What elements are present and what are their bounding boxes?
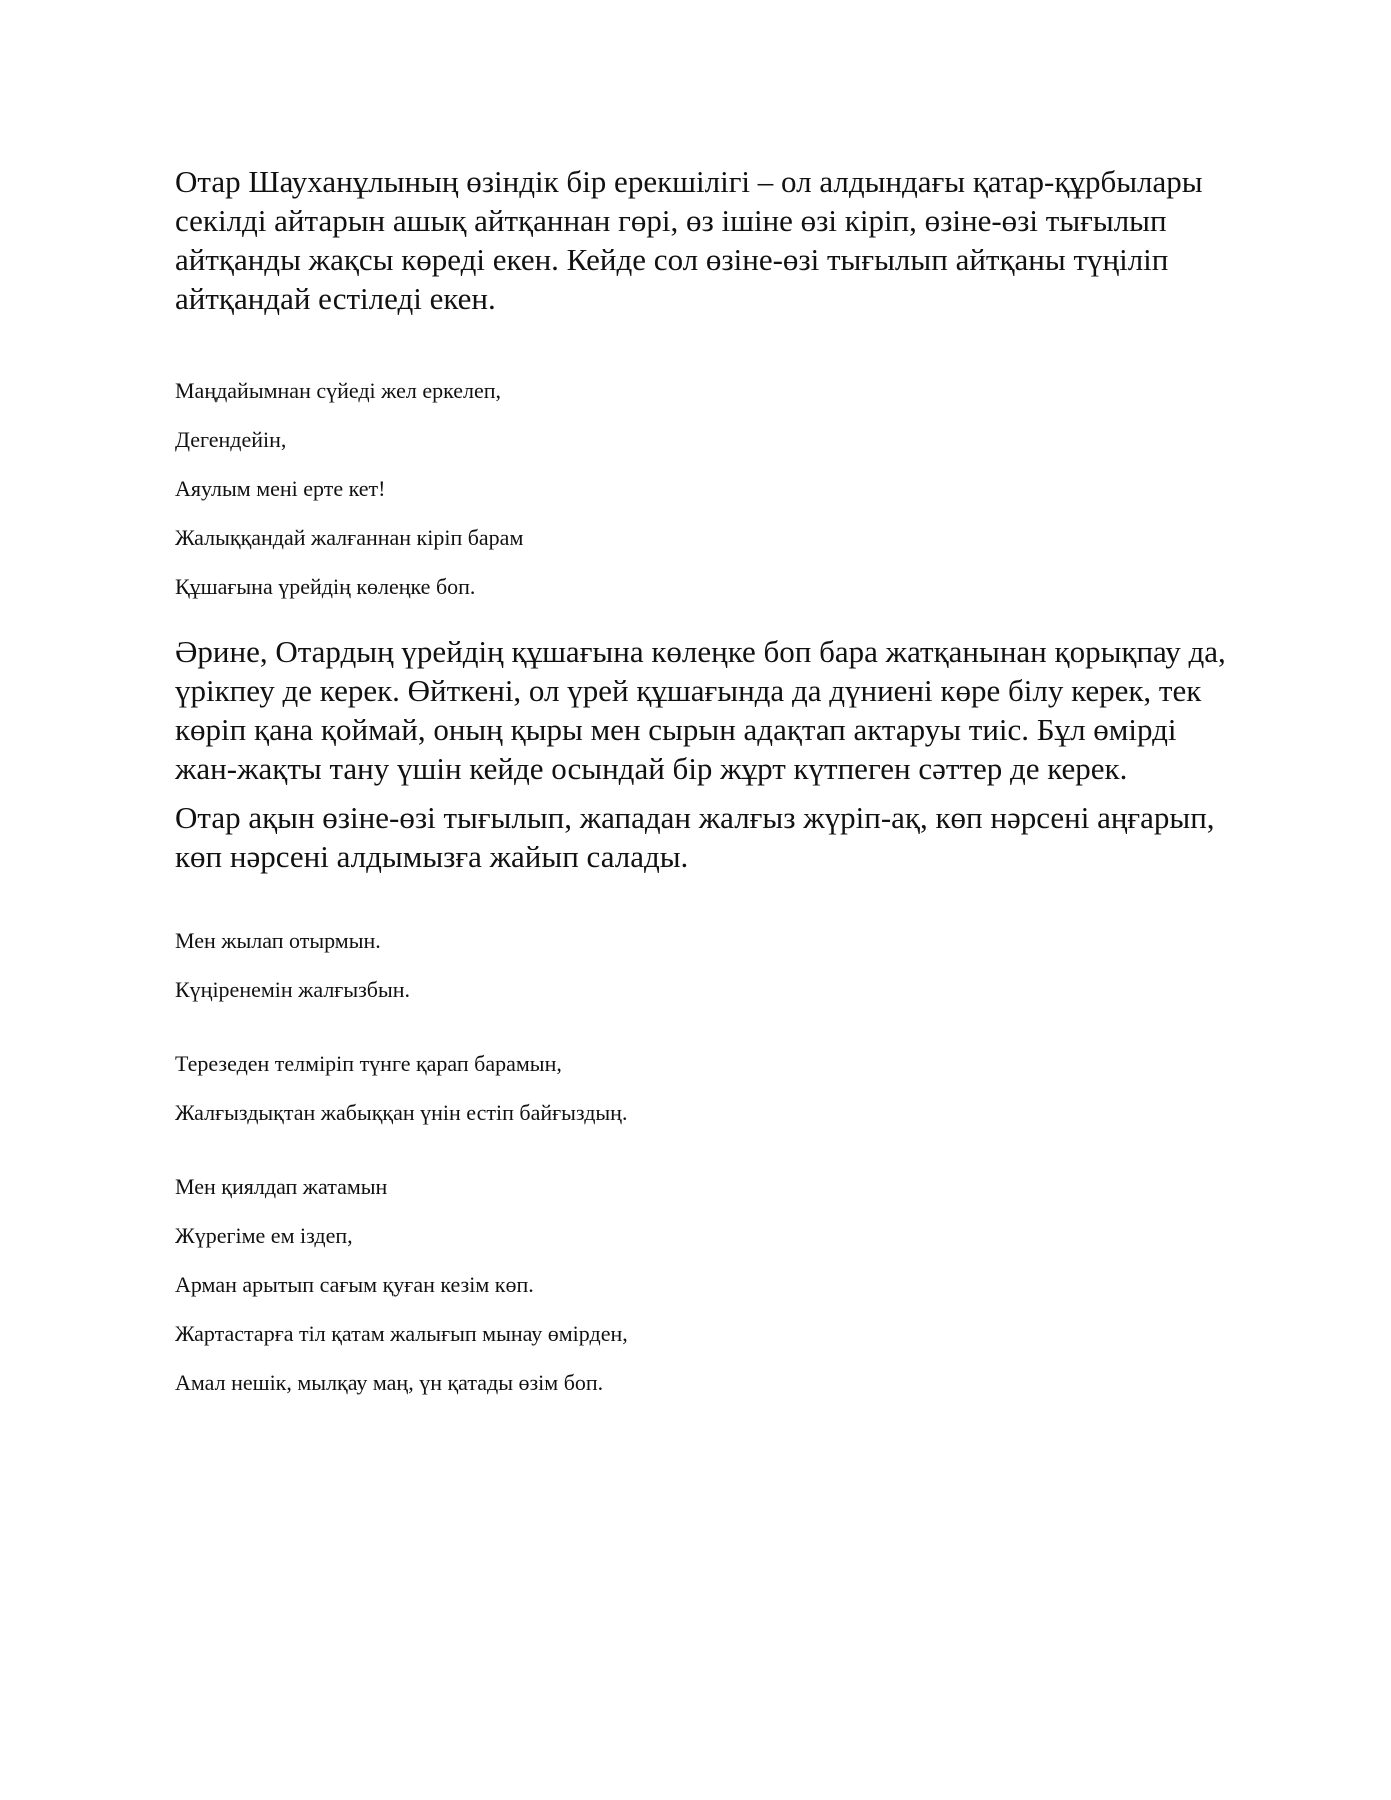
verse-stanza-4 <box>175 1174 1235 1396</box>
verse-line: Маңдайымнан сүйеді жел еркелеп, <box>175 378 502 403</box>
verse-line: Амал нешік, мылқау маң, үн қатады өзім боп. <box>175 1370 604 1395</box>
paragraph-middle-2: Отар ақын өзіне-өзі тығылып, жападан жалғыз жүріп-ақ, көп нәрсені аңғарып, көп нәрсені алдымызға жайып салады. <box>175 800 1215 874</box>
verse-line: Жалыққандай жалғаннан кіріп барам <box>175 525 524 550</box>
verse-line: Мен қиялдап жатамын <box>175 1174 388 1199</box>
verse-line: Мен жылап отырмын. <box>175 928 381 953</box>
verse-line: Жүрегіме ем іздеп, <box>175 1223 353 1248</box>
verse-stanza-2 <box>175 928 1235 1003</box>
verse-stanza-1 <box>175 378 1235 600</box>
verse-stanza-3 <box>175 1051 1235 1126</box>
document-body <box>175 162 1235 1419</box>
paragraph-intro: Отар Шауханұлының өзіндік бір ерекшілігі – ол алдындағы қатар-құрбылары секілді айтарын ашық айтқаннан гөрі, өз ішіне өзі кіріп, өзіне-өзі тығылып айтқанды жақсы көреді екен. Кейде сол өзіне-өзі тығылып айтқаны түңіліп айтқандай естіледі екен. <box>175 164 1203 316</box>
paragraph-middle-1: Әрине, Отардың үрейдің құшағына көлеңке боп бара жатқанынан қорықпау да, үрікпеу де керек. Өйткені, ол үрей құшағында да дүниені көре білу керек, тек көріп қана қоймай, оның қыры мен сырын адақтап актаруы тиіс. Бұл өмірді жан-жақты тану үшін кейде осындай бір жұрт күтпеген сәттер де керек. <box>175 634 1226 786</box>
verse-line: Жалғыздықтан жабыққан үнін естіп байғыздың. <box>175 1100 628 1125</box>
verse-line: Күңіренемін жалғызбын. <box>175 977 411 1002</box>
verse-line: Жартастарға тіл қатам жалығып мынау өмірден, <box>175 1321 628 1346</box>
verse-line: Құшағына үрейдің көлеңке боп. <box>175 574 476 599</box>
verse-line: Терезеден телміріп түнге қарап барамын, <box>175 1051 562 1076</box>
verse-line: Арман арытып сағым қуған кезім көп. <box>175 1272 534 1297</box>
verse-line: Дегендейін, <box>175 427 287 452</box>
verse-line: Аяулым мені ерте кет! <box>175 476 386 501</box>
